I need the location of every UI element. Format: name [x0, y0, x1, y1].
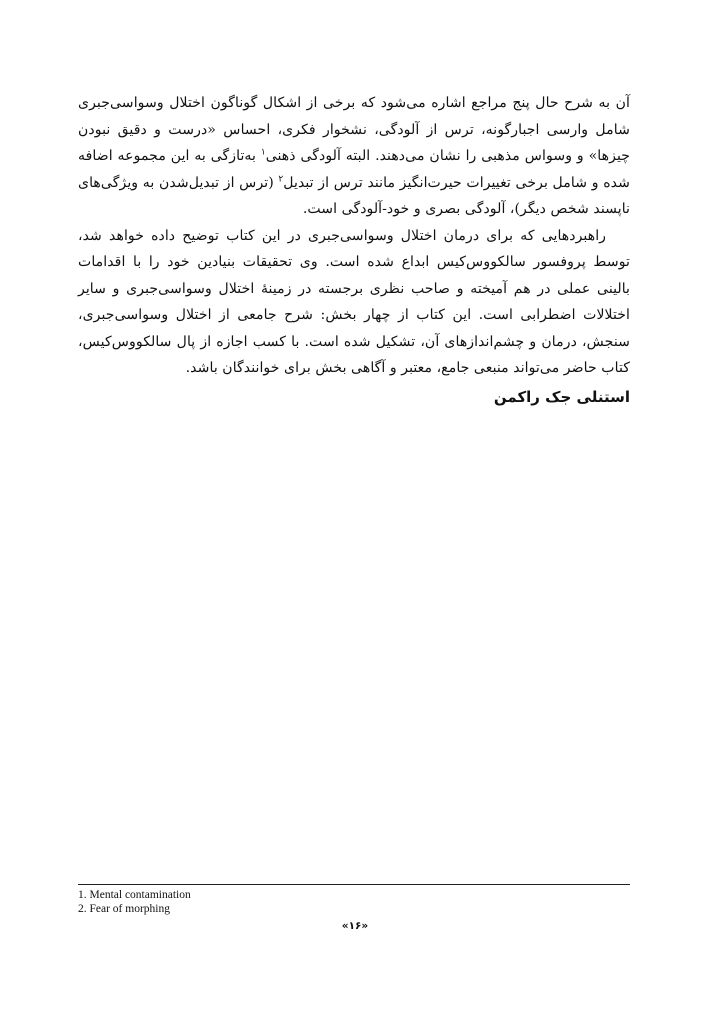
body-text: [78, 90, 630, 410]
footnote-ref-1: ۱: [260, 147, 266, 158]
footnote-1: 1. Mental contamination: [78, 889, 191, 901]
paragraph-1-text-b: به‌تازگی به این مجموعه اضافه شده و شامل برخی تغییرات حیرت‌انگیز مانند ترس از تبدیل: [78, 148, 630, 191]
page-number: «۱۶»: [341, 920, 369, 932]
paragraph-2: راهبردهایی که برای درمان اختلال وسواسی‌جبری در این کتاب توضیح داده خواهد شد، توسط پروفسور سالکووس‌کیس ابداع شده است. وی تحقیقات بنیادین خود را با اقدامات بالینی عملی در هم آمیخته و صاحب نظری برجسته در زمینۀ اختلال وسواسی‌جبری و سایر اختلالات اضطرابی است. این کتاب از چهار بخش: شرح جامعی از اختلال وسواسی‌جبری، سنجش، درمان و چشم‌اندازهای آن، تشکیل شده است. با کسب اجازه از پال سالکووس‌کیس، کتاب حاضر می‌تواند منبعی جامع، معتبر و آگاهی بخش برای خوانندگان باشد.: [78, 227, 630, 376]
footnotes: [78, 889, 630, 916]
paragraph-1-text-a: آن به شرح حال پنج مراجع اشاره می‌شود که برخی از اشکال گوناگون اختلال وسواسی‌جبری شامل وارسی اجبارگونه، ترس از آلودگی، نشخوار فکری، احساس «درست و دقیق نبودن چیزها» و وسواس مذهبی را نشان می‌دهند. البته آلودگی ذهنی: [78, 95, 630, 164]
footnote-divider: [78, 884, 630, 885]
footnote-2: 2. Fear of morphing: [78, 902, 170, 915]
paragraph-1: [78, 90, 630, 223]
footnote-ref-2: ۲: [278, 173, 284, 184]
author-signature: استنلی جک راکمن: [493, 387, 630, 406]
paragraph-1-text-c: (ترس از تبدیل‌شدن به ویژگی‌های ناپسند شخص دیگر)، آلودگی بصری و خود-آلودگی است.: [78, 174, 630, 217]
